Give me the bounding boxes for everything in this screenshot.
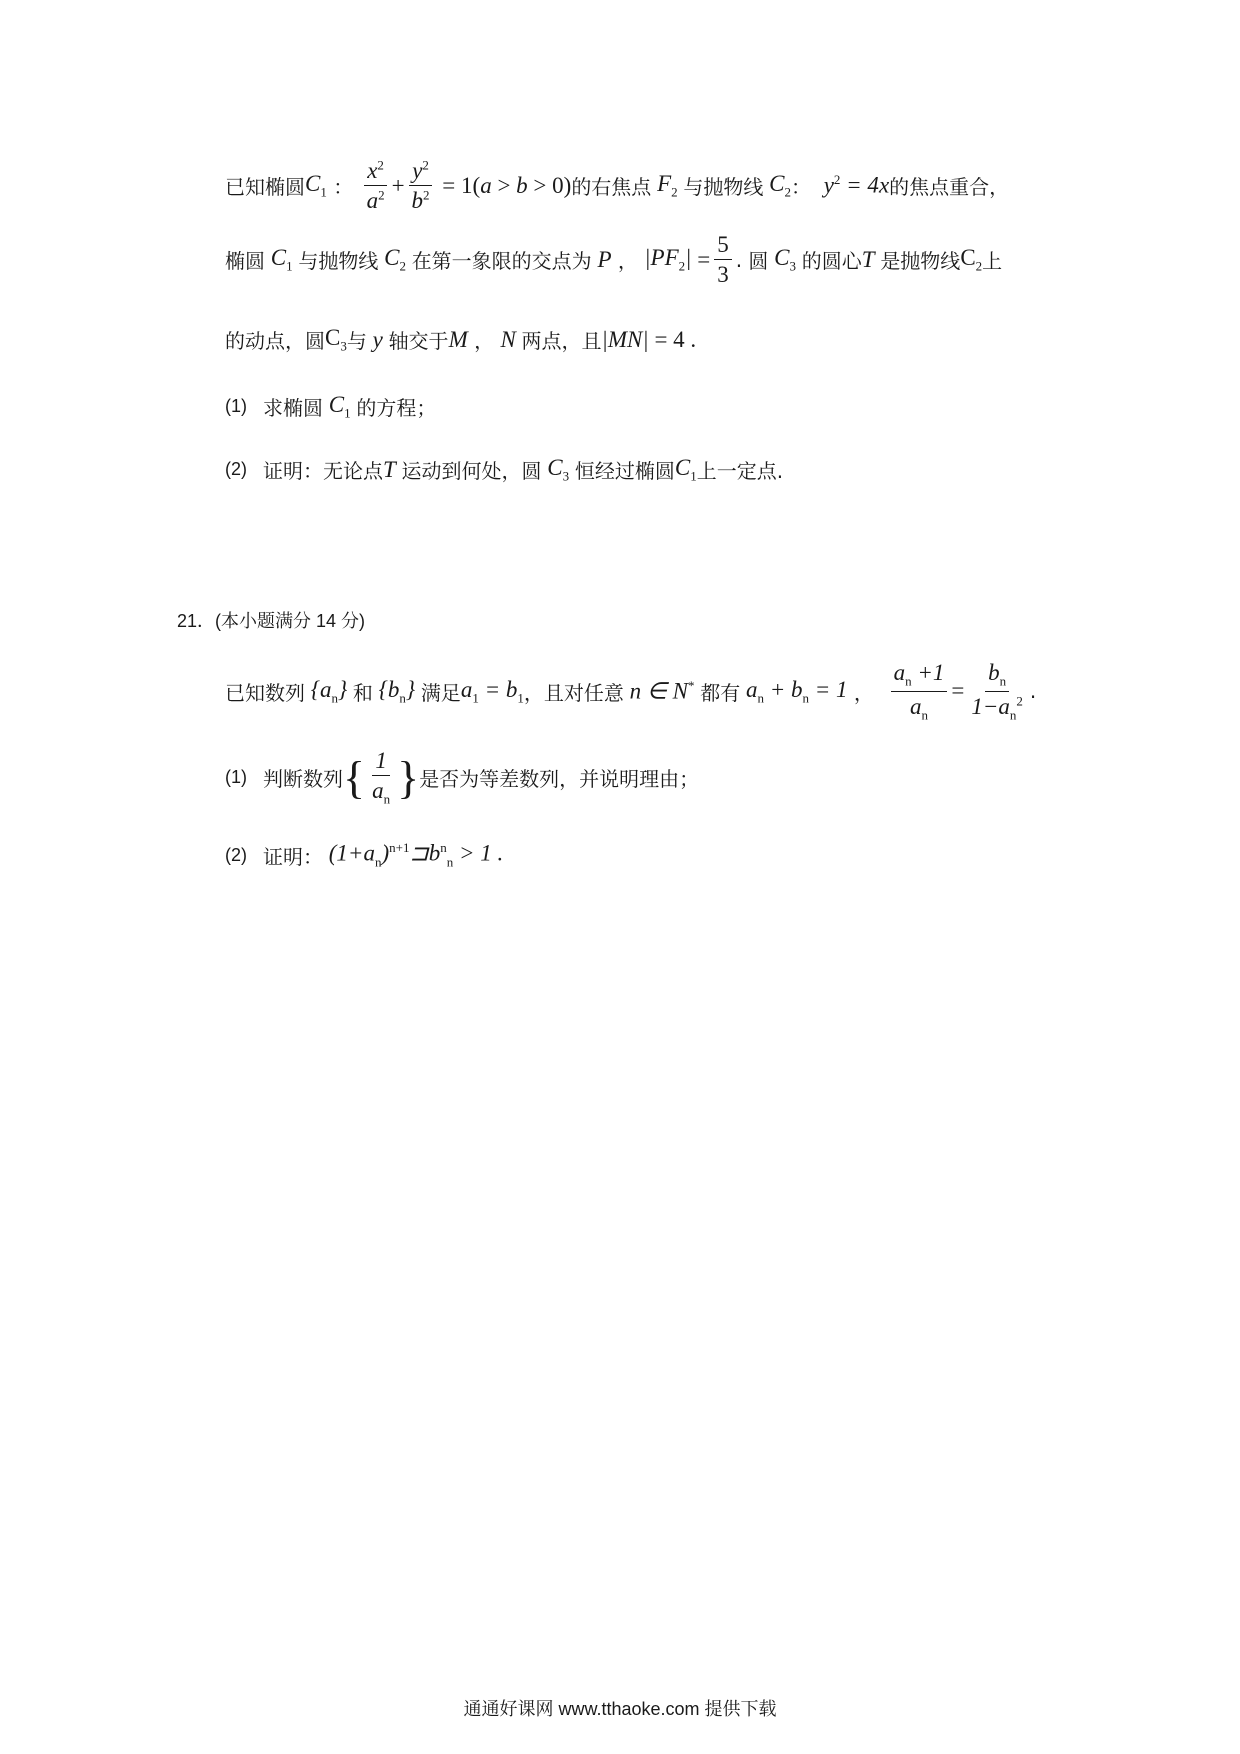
p21-text: ，且对任意 xyxy=(523,680,624,705)
p20-part2-tail: 上一定点. xyxy=(696,459,784,484)
p21-line1: 已知数列 $\{a_n\}$ 和 $\{b_n\}$ 满足 $a_1 = b_1$ ，且对任意 n ∈ N* 都有 $a_n + b_n = 1$ ， $\frac{a_n +1}{a_n}$ = $\frac{b_n}{1-a_n^2}$ . xyxy=(225,660,1037,723)
p20-line2: 椭圆 $C_1$ 与抛物线 $C_2$ 在第一象限的交点为 P ， $|PF_2|$ = $\frac{5}{3}$ . 圆 $C_3$ 的圆心 T 是抛物线 $C_2$ 上 xyxy=(225,232,1003,288)
part-number: (1) xyxy=(225,767,247,788)
p21-header-text: 21．(本小题满分 14 分) xyxy=(177,611,366,631)
p20-text: 圆 xyxy=(748,249,769,274)
math-fraction-1-an: $\frac{1}{a_n}$ xyxy=(372,748,391,807)
p20-part1-tail: 的方程； xyxy=(356,396,437,421)
p20-text: 是抛物线 xyxy=(880,249,961,274)
p20-text: 两点，且 xyxy=(521,329,602,354)
p20-part2-text: 证明：无论点 xyxy=(263,459,383,484)
p21-part1-text: 判断数列 xyxy=(263,767,343,792)
math-inequality: $(1+a_n)^{n+1}⊐b^n_n > 1$ . xyxy=(328,840,504,870)
p20-line1: 已知椭圆 $C_1$ ： $\frac{x^2}{a^2}$ + $\frac{y^2}{b^2}$ = 1(a > b > 0) 的右焦点 $F_2$ 与抛物线 $C_2$ ： $y^2 = 4x$ 的焦点重合， xyxy=(225,157,1010,214)
p20-part2-mid2: 恒经过椭圆 xyxy=(574,459,675,484)
p20-text: 的动点，圆 xyxy=(225,329,325,354)
p20-text: 上 xyxy=(982,249,1003,274)
part-number: (1) xyxy=(225,396,247,417)
part-number: (2) xyxy=(225,459,247,480)
footer: 通通好课网 www.tthaoke.com 提供下载 xyxy=(463,1699,777,1719)
p20-text: 的圆心 xyxy=(801,249,862,274)
math-fraction-an1-an: $\frac{a_n +1}{a_n}$ xyxy=(891,660,948,723)
math-fraction-y2b2: $\frac{y^2}{b^2}$ xyxy=(409,158,433,214)
math-c1: $C_1$ xyxy=(305,171,327,200)
p21-part2 xyxy=(225,840,503,870)
p21-text: 和 xyxy=(352,680,373,705)
p21-header xyxy=(177,607,365,633)
p20-text: 轴交于 xyxy=(388,329,449,354)
p21-part2-text: 证明： xyxy=(263,844,323,869)
p21-part1: (1) 判断数列 { $\frac{1}{a_n}$ } 是否为等差数列，并说明理由； xyxy=(225,748,700,807)
p21-text: 已知数列 xyxy=(225,680,305,705)
p20-part1-text: 求椭圆 xyxy=(263,396,323,421)
p20-part2-mid: 运动到何处，圆 xyxy=(401,459,542,484)
p20-text: 与 xyxy=(346,329,367,354)
math-fraction-x2a2: $\frac{x^2}{a^2}$ xyxy=(364,158,388,214)
p20-text: 已知椭圆 xyxy=(225,175,305,200)
p20-line3: 的动点，圆 $C_3$ 与 y 轴交于 M ， N 两点，且 |MN| = 4 . xyxy=(225,325,697,354)
p21-text: 都有 xyxy=(700,680,741,705)
p20-text: 的右焦点 xyxy=(571,175,652,200)
math-parabola-eq: $y^2 = 4x$ xyxy=(823,172,890,199)
math-abs-pf2: $|PF_2|$ xyxy=(644,245,692,274)
p20-part2: (2) 证明：无论点 T 运动到何处，圆 $C_3$ 恒经过椭圆 $C_1$ 上一定点. xyxy=(225,455,784,484)
math-fraction-5-3: $\frac{5}{3}$ xyxy=(714,232,732,288)
p21-part1-tail: 是否为等差数列，并说明理由； xyxy=(419,767,700,792)
math-fraction-bn: $\frac{b_n}{1-a_n^2}$ xyxy=(971,660,1023,723)
p21-text: 满足 xyxy=(420,680,461,705)
math-abs-mn: |MN| xyxy=(601,326,649,352)
p20-text: 的焦点重合， xyxy=(889,175,1010,200)
p20-part1: (1) 求椭圆 $C_1$ 的方程； xyxy=(225,392,437,421)
p20-text: 与抛物线 xyxy=(683,175,764,200)
math-ellipse-eq: = 1(a > b > 0) xyxy=(436,172,572,198)
part-number: (2) xyxy=(225,844,247,865)
p20-text: 在第一象限的交点为 xyxy=(411,249,592,274)
p20-text: 椭圆 xyxy=(225,249,265,274)
p20-text: 与抛物线 xyxy=(298,249,379,274)
